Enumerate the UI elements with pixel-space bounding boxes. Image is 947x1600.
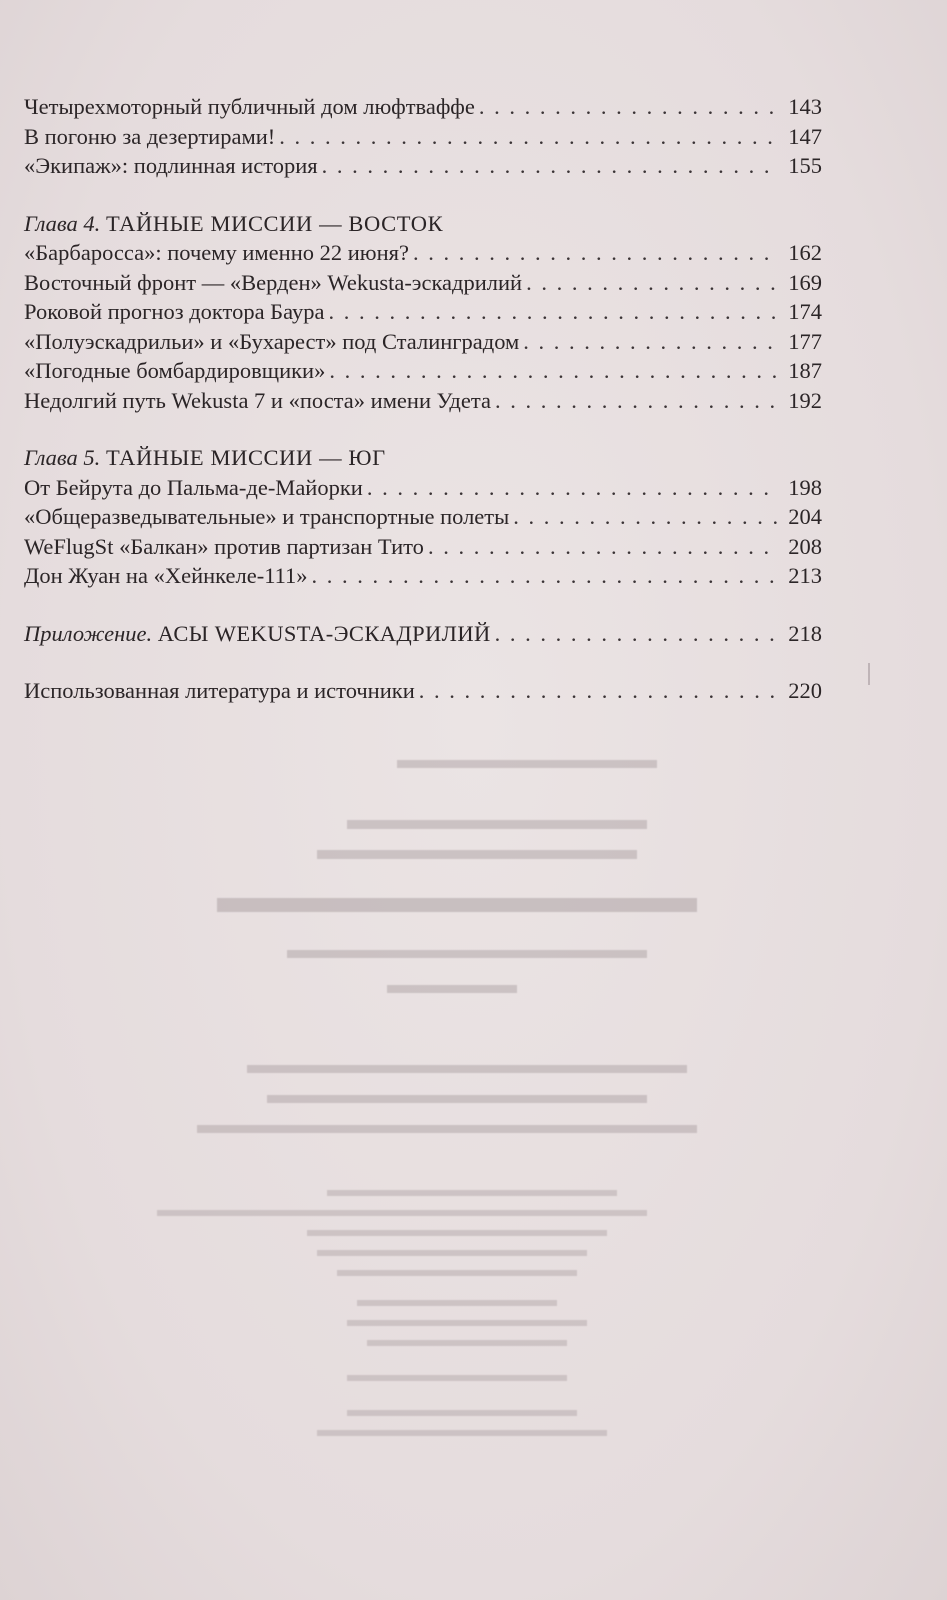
toc-entry[interactable]: [24, 122, 822, 152]
dot-leader: [513, 502, 778, 532]
toc-entry[interactable]: [24, 532, 822, 562]
bleed-line: [317, 850, 637, 859]
bleed-line: [347, 820, 647, 829]
toc-entry-title: «Барбаросса»: почему именно 22 июня?: [24, 240, 409, 265]
toc-entry[interactable]: [24, 238, 822, 268]
bleed-line: [357, 1300, 557, 1306]
toc-entry-page: 208: [788, 533, 822, 559]
bleed-line: [337, 1270, 577, 1276]
toc-entry-title: От Бейрута до Пальма-де-Майорки: [24, 474, 363, 500]
toc-entry[interactable]: [24, 327, 822, 357]
toc-entry-title: «Экипаж»: подлинная история: [24, 153, 318, 178]
bleed-line: [317, 1250, 587, 1256]
toc-entry-page: 213: [788, 563, 822, 588]
toc-entry[interactable]: [24, 151, 822, 181]
toc-entry-title: «Погодные бомбардировщики»: [24, 358, 326, 383]
section-gap: [24, 648, 822, 676]
bleed-line: [387, 985, 517, 993]
toc-entry-page: 204: [788, 504, 822, 529]
toc-entry[interactable]: [24, 268, 822, 298]
toc-entry[interactable]: [24, 473, 822, 503]
dot-leader: [526, 268, 778, 298]
toc-entry-sources[interactable]: [24, 676, 822, 706]
toc-entry-title: Восточный фронт — «Верден» Wekusta-эскадрилий: [24, 269, 523, 295]
dot-leader: [367, 473, 778, 503]
dot-leader: [312, 561, 778, 591]
margin-mark: [868, 663, 870, 685]
toc-entry-appendix[interactable]: [24, 619, 822, 649]
appendix-title: АСЫ WEKUSTA-ЭСКАДРИЛИЙ: [157, 620, 491, 646]
dot-leader: [495, 619, 778, 649]
chapter-title: ТАЙНЫЕ МИССИИ — ВОСТОК: [105, 210, 444, 236]
appendix-label: Приложение.: [24, 620, 153, 646]
toc-entry[interactable]: [24, 386, 822, 416]
toc-entry-page: 218: [788, 620, 822, 646]
toc-entry-title: Использованная литература и источники: [24, 678, 415, 703]
toc-entry-page: 169: [788, 269, 822, 295]
dot-leader: [413, 238, 778, 268]
toc-entry-title: В погоню за дезертирами!: [24, 123, 276, 149]
dot-leader: [322, 151, 778, 181]
dot-leader: [419, 676, 778, 706]
toc-entry-title: Роковой прогноз доктора Баура: [24, 299, 325, 324]
toc-entry-title: «Общеразведывательные» и транспортные полеты: [24, 504, 510, 529]
dot-leader: [495, 386, 778, 416]
bleed-line: [347, 1375, 567, 1381]
bleed-line: [197, 1125, 697, 1133]
bleed-line: [367, 1340, 567, 1346]
toc-entry[interactable]: [24, 356, 822, 386]
dot-leader: [279, 122, 778, 152]
bleed-line: [157, 1210, 647, 1216]
bleed-line: [327, 1190, 617, 1196]
toc-entry-title: WeFlugSt «Балкан» против партизан Тито: [24, 533, 424, 559]
chapter-label: Глава 4.: [24, 210, 101, 236]
toc-entry[interactable]: [24, 92, 822, 122]
chapter-heading: [24, 209, 822, 239]
toc-entry[interactable]: [24, 561, 822, 591]
appendix-heading: [24, 619, 491, 649]
toc-entry-page: 177: [788, 328, 822, 354]
chapter-title: ТАЙНЫЕ МИССИИ — ЮГ: [105, 445, 386, 470]
toc-entry-title: «Полуэскадрильи» и «Бухарест» под Сталинградом: [24, 328, 520, 354]
dot-leader: [428, 532, 778, 562]
table-of-contents: [24, 92, 822, 706]
toc-entry-page: 162: [788, 240, 822, 265]
bleed-line: [307, 1230, 607, 1236]
toc-entry-title: Недолгий путь Wekusta 7 и «поста» имени Удета: [24, 387, 491, 413]
toc-entry-page: 147: [788, 123, 822, 149]
bleed-line: [267, 1095, 647, 1103]
toc-entry-page: 143: [788, 94, 822, 119]
toc-entry-page: 174: [788, 299, 822, 324]
toc-entry-title: Дон Жуан на «Хейнкеле-111»: [24, 563, 308, 588]
toc-entry[interactable]: [24, 502, 822, 532]
toc-entry-page: 192: [788, 387, 822, 413]
toc-entry-page: 155: [788, 153, 822, 178]
bleed-line: [247, 1065, 687, 1073]
toc-entry[interactable]: [24, 297, 822, 327]
dot-leader: [329, 356, 778, 386]
dot-leader: [479, 92, 778, 122]
bleed-line: [317, 1430, 607, 1436]
section-gap: [24, 591, 822, 619]
bleed-line: [287, 950, 647, 958]
bleed-line: [347, 1410, 577, 1416]
dot-leader: [523, 327, 778, 357]
chapter-heading: [24, 443, 822, 473]
bleed-line: [397, 760, 657, 768]
bleed-line: [217, 898, 697, 912]
toc-entry-title: Четырехмоторный публичный дом люфтваффе: [24, 94, 475, 119]
toc-entry-page: 187: [788, 358, 822, 383]
toc-entry-page: 198: [788, 474, 822, 500]
dot-leader: [328, 297, 778, 327]
bleed-line: [347, 1320, 587, 1326]
toc-entry-page: 220: [788, 678, 822, 703]
chapter-label: Глава 5.: [24, 445, 101, 470]
